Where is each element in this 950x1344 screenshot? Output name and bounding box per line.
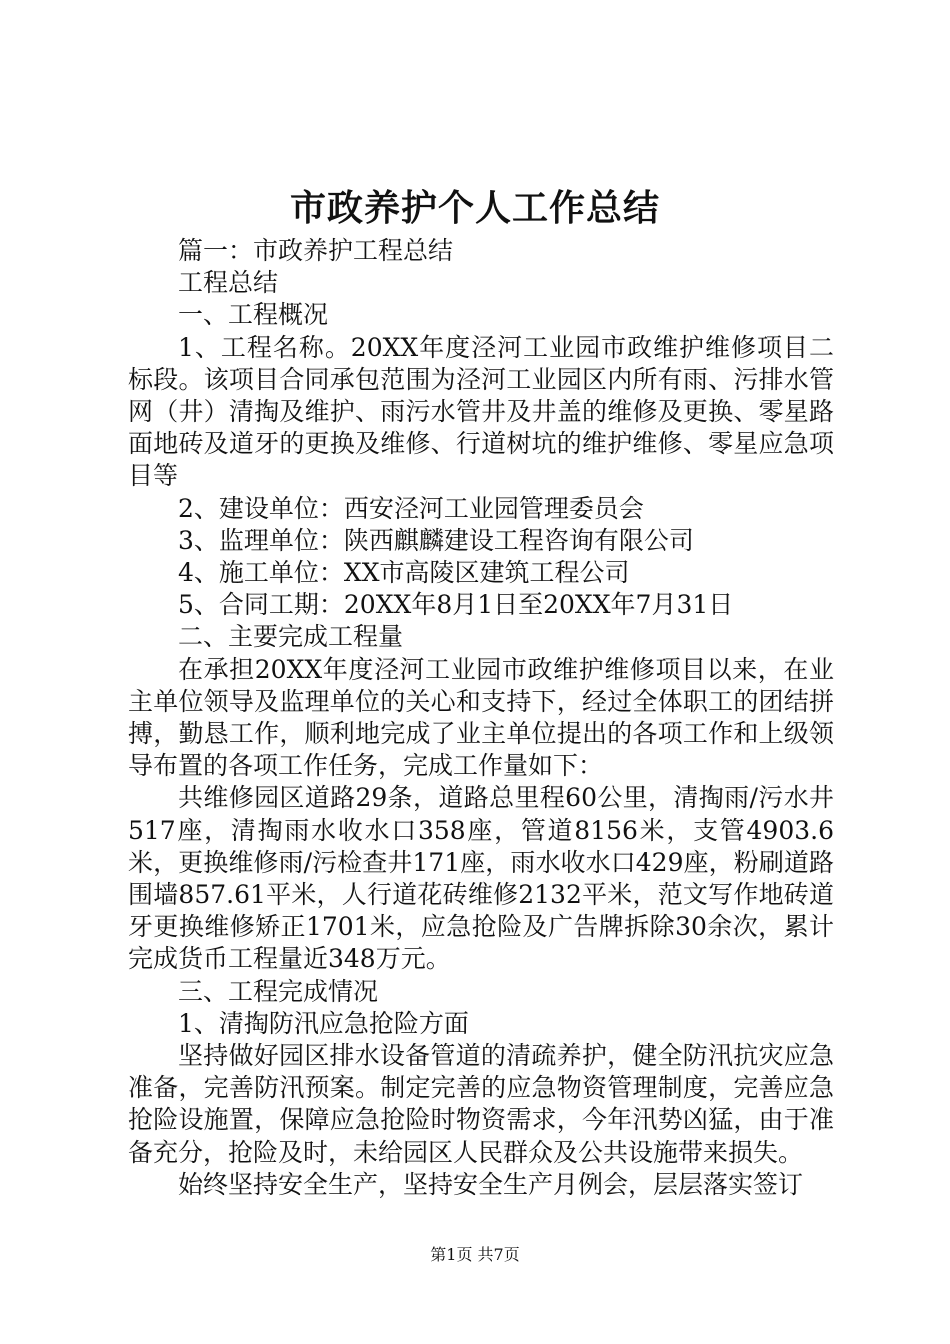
paragraph: 坚持做好园区排水设备管道的清疏养护，健全防汛抗灾应急准备，完善防汛预案。制定完善的应急物资管理制度，完善应急抢险设施置，保障应急抢险时物资需求，今年汛势凶猛，由于准备充分，抢险及时，未给园区人民群众及公共设施带来损失。 [128, 1041, 834, 1167]
paragraph: 5、合同工期：20XX年8月1日至20XX年7月31日 [178, 590, 734, 620]
paragraph: 2、建设单位：西安泾河工业园管理委员会 [178, 493, 644, 523]
paragraph: 4、施工单位：XX市高陵区建筑工程公司 [178, 558, 630, 588]
paragraph: 始终坚持安全生产，坚持安全生产月例会，层层落实签订 [178, 1169, 804, 1199]
paragraph: 共维修园区道路29条，道路总里程60公里，清掏雨/污水井517座，清掏雨水收水口358座，管道8156米，支管4903.6米，更换维修雨/污检查井171座，雨水收水口429座，粉刷道路围墙857.61平米，人行道花砖维修2132平米，范文写作地砖道牙更换维修矫正1701米，应急抢险及广告牌拆除30余次，累计完成货币工程量近348万元。 [128, 783, 834, 974]
paragraph: 二、主要完成工程量 [178, 622, 404, 652]
page-number-footer: 第1页 共7页 [430, 1245, 520, 1264]
paragraph: 在承担20XX年度泾河工业园市政维护维修项目以来，在业主单位领导及监理单位的关心和支持下，经过全体职工的团结拼搏，勤恳工作，顺利地完成了业主单位提出的各项工作和上级领导布置的各项工作任务，完成工作量如下： [128, 654, 834, 781]
paragraph: 篇一：市政养护工程总结 [178, 236, 454, 265]
paragraph: 3、监理单位：陕西麒麟建设工程咨询有限公司 [178, 525, 694, 555]
document-title: 市政养护个人工作总结 [289, 187, 660, 229]
paragraph: 三、工程完成情况 [178, 976, 379, 1006]
paragraph: 1、清掏防汛应急抢险方面 [178, 1008, 469, 1038]
paragraph: 1、工程名称。20XX年度泾河工业园市政维护维修项目二标段。该项目合同承包范围为泾河工业园区内所有雨、污排水管网（井）清掏及维护、雨污水管井及井盖的维修及更换、零星路面地砖及道牙的更换及维修、行道树坑的维护维修、零星应急项目等 [128, 332, 834, 491]
document-body [128, 235, 834, 1201]
paragraph: 工程总结 [178, 268, 279, 298]
paragraph: 一、工程概况 [178, 300, 329, 330]
